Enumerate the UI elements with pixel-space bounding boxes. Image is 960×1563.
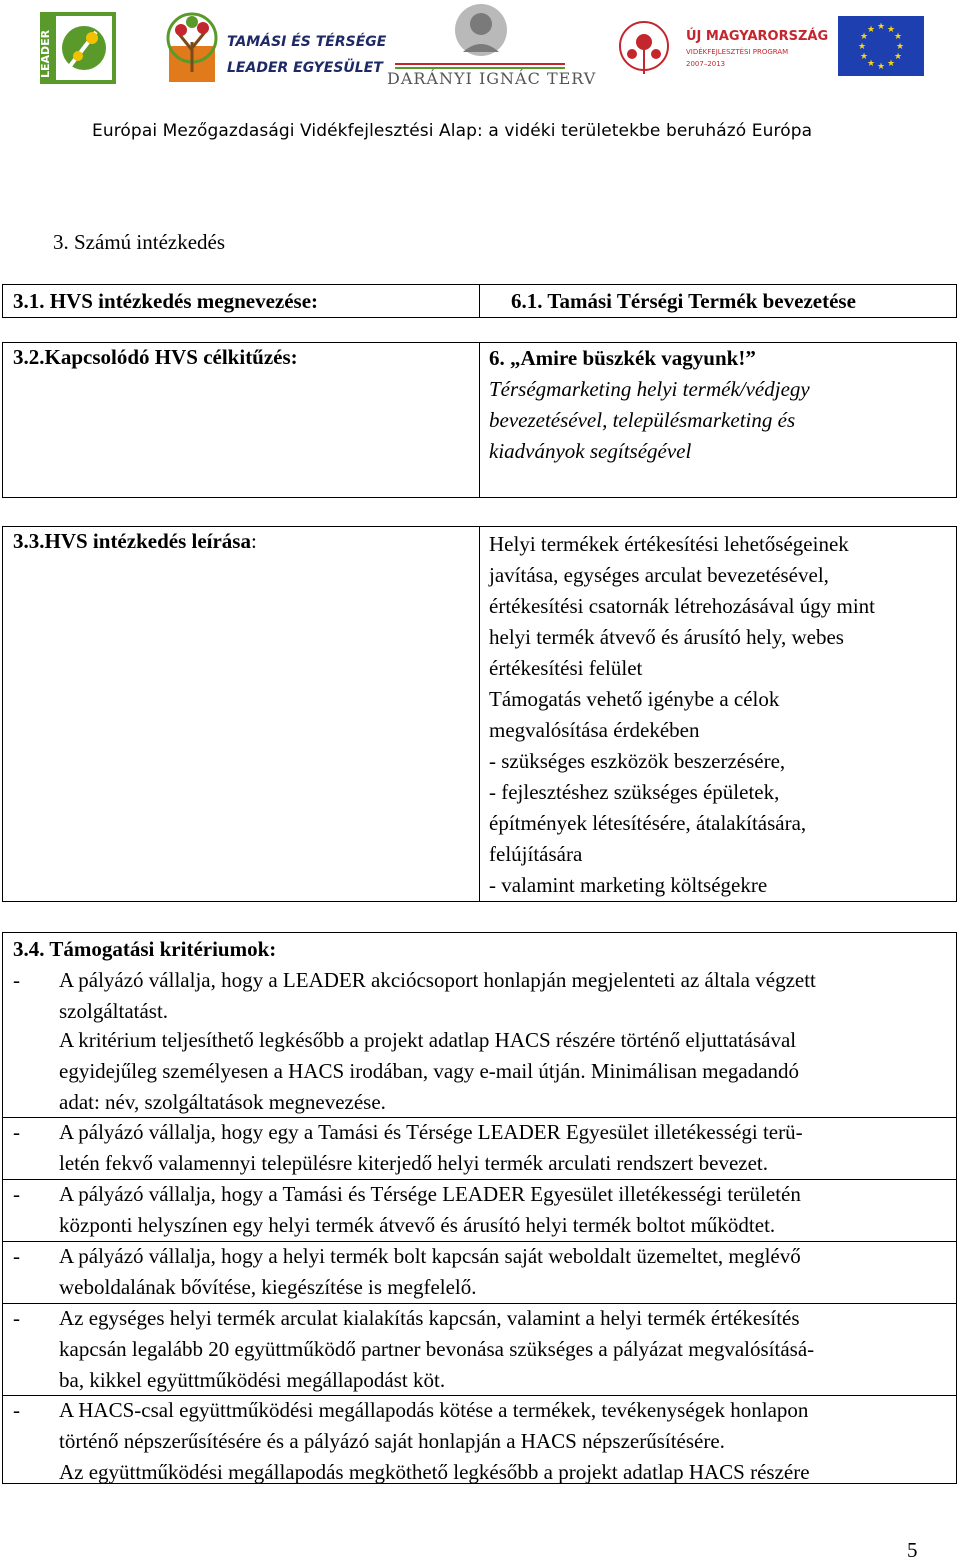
criteria-line: történő népszerűsítésére és a pályázó saját honlapján a HACS népszerűsítésére. [59, 1429, 725, 1453]
daranyi-logo-text: DARÁNYI IGNÁC TERV [387, 69, 597, 88]
criteria-text [59, 1395, 946, 1488]
uj-logo-line1: ÚJ MAGYARORSZÁG [686, 29, 829, 44]
criteria-line: Az együttműködési megállapodás megköthető legkésőbb a projekt adatlap HACS részére [59, 1460, 810, 1484]
row-3-3-line: - szükséges eszközök beszerzésére, [489, 749, 786, 773]
row-3-3-line: - valamint marketing költségekre [489, 873, 768, 897]
svg-text:★: ★ [893, 32, 903, 42]
svg-text:★: ★ [857, 42, 867, 52]
criteria-line: A pályázó vállalja, hogy a helyi termék bolt kapcsán saját weboldalt üzemeltet, meglévő [59, 1244, 801, 1268]
section-title: 3. Számú intézkedés [53, 230, 226, 254]
criteria-line: A pályázó vállalja, hogy egy a Tamási és Térsége LEADER Egyesület illetékességi terü- [59, 1120, 803, 1144]
row-3-3 [2, 526, 957, 902]
eu-flag-logo [838, 16, 924, 76]
row-3-3-line: megvalósítása érdekében [489, 718, 700, 742]
svg-text:★: ★ [895, 42, 905, 52]
svg-text:★: ★ [876, 62, 886, 72]
criteria-line: ba, kikkel együttműködési megállapodást köt. [59, 1368, 446, 1392]
row-divider [479, 285, 480, 317]
row-3-3-label [13, 529, 257, 554]
criteria-text [59, 1179, 946, 1241]
criteria-line: szolgáltatást. [59, 999, 169, 1023]
criteria-line: A kritérium teljesíthető legkésőbb a projekt adatlap HACS részére történő eljuttatásával [59, 1028, 797, 1052]
daranyi-ignac-terv-logo [385, 2, 597, 88]
logo-header [0, 0, 960, 100]
criteria-line: központi helyszínen egy helyi termék átvevő és árusító helyi termék boltot működtet. [59, 1213, 776, 1237]
criteria-line: A pályázó vállalja, hogy a LEADER akciócsoport honlapján megjelenteti az általa végzett [59, 968, 816, 992]
criteria-line: adat: név, szolgáltatások megnevezése. [59, 1090, 386, 1114]
criteria-dash: - [13, 1182, 20, 1206]
criteria-text [59, 1025, 946, 1118]
row-3-3-line: helyi termék átvevő és árusító hely, webes [489, 625, 844, 649]
criteria-box [2, 932, 957, 1484]
row-3-2-line: Térségmarketing helyi termék/védjegy [489, 377, 810, 401]
criteria-line: A pályázó vállalja, hogy a Tamási és Térsége LEADER Egyesület illetékességi területén [59, 1182, 801, 1206]
svg-text:★: ★ [859, 32, 869, 42]
tamasi-logo-line2: LEADER EGYESÜLET [227, 60, 383, 76]
tamasi-logo-line1: TAMÁSI ÉS TÉRSÉGE [227, 34, 387, 50]
criteria-dash: - [13, 1398, 20, 1422]
criteria-dash: - [13, 968, 20, 992]
criteria-title: 3.4. Támogatási kritériumok: [13, 937, 277, 961]
row-3-3-line: javítása, egységes arculat bevezetésével, [489, 563, 829, 587]
page-number: 5 [907, 1538, 918, 1562]
criteria-line: egyidejűleg személyesen a HACS irodában, vagy e-mail útján. Minimálisan megadandó [59, 1059, 800, 1083]
row-3-2-value [489, 343, 810, 467]
svg-text:★: ★ [893, 52, 903, 62]
svg-text:★: ★ [866, 59, 876, 69]
criteria-line: weboldalának bővítése, kiegészítése is megfelelő. [59, 1275, 477, 1299]
svg-text:★: ★ [876, 22, 886, 32]
row-3-2-line: bevezetésével, településmarketing és [489, 408, 796, 432]
uj-logo-line3: 2007–2013 [686, 60, 726, 68]
row-3-3-line: Támogatás vehető igénybe a célok [489, 687, 780, 711]
leader-logo-text: LEADER [39, 29, 52, 78]
row-3-3-line: értékesítési csatornák létrehozásával úgy mint [489, 594, 876, 618]
criteria-line: letén fekvő valamennyi településre kiterjedő helyi termék arculati rendszert bevezet. [59, 1151, 769, 1175]
row-3-3-line: értékesítési felület [489, 656, 643, 680]
row-3-3-label-text: 3.3.HVS intézkedés leírása [13, 529, 251, 553]
row-3-2-goal-title: 6. „Amire büszkék vagyunk!” [489, 346, 756, 370]
criteria-text [59, 965, 946, 1027]
row-3-3-line: építmények létesítésére, átalakítására, [489, 811, 807, 835]
row-3-2-line: kiadványok segítségével [489, 439, 692, 463]
row-3-2 [2, 342, 957, 498]
criteria-dash: - [13, 1120, 20, 1144]
criteria-dash: - [13, 1306, 20, 1330]
row-3-3-value [489, 529, 875, 901]
uj-magyarorszag-logo [612, 14, 829, 84]
row-3-2-label: 3.2.Kapcsolódó HVS célkitűzés: [13, 345, 298, 369]
row-divider [479, 527, 480, 901]
svg-text:★: ★ [866, 25, 876, 35]
row-3-1 [2, 284, 957, 318]
tamasi-leader-logo [163, 12, 387, 88]
fund-subtitle: Európai Mezőgazdasági Vidékfejlesztési Alap: a vidéki területekbe beruházó Európa [92, 121, 813, 141]
criteria-text [59, 1241, 946, 1303]
row-3-3-line: felújítására [489, 842, 583, 866]
criteria-line: A HACS-csal együttműködési megállapodás kötése a termékek, tevékenységek honlapon [59, 1398, 809, 1422]
criteria-line: Az egységes helyi termék arculat kialakítás kapcsán, valamint a helyi termék értékesítés [59, 1306, 800, 1330]
criteria-line: kapcsán legalább 20 együttműködő partner bevonása szükséges a pályázat megvalósításá- [59, 1337, 815, 1361]
svg-text:★: ★ [886, 25, 896, 35]
row-3-3-line: - fejlesztéshez szükséges épületek, [489, 780, 780, 804]
svg-text:★: ★ [886, 59, 896, 69]
criteria-text [59, 1117, 946, 1179]
criteria-text [59, 1303, 946, 1396]
uj-logo-line2: VIDÉKFEJLESZTÉSI PROGRAM [686, 48, 789, 56]
svg-text:★: ★ [859, 52, 869, 62]
leader-logo [40, 12, 116, 84]
row-3-1-value: 6.1. Tamási Térségi Termék bevezetése [511, 289, 856, 313]
row-3-1-label: 3.1. HVS intézkedés megnevezése: [13, 289, 319, 313]
row-3-3-line: Helyi termékek értékesítési lehetőségeinek [489, 532, 849, 556]
row-3-3-label-colon: : [250, 529, 257, 553]
row-divider [479, 343, 480, 497]
criteria-dash: - [13, 1244, 20, 1268]
